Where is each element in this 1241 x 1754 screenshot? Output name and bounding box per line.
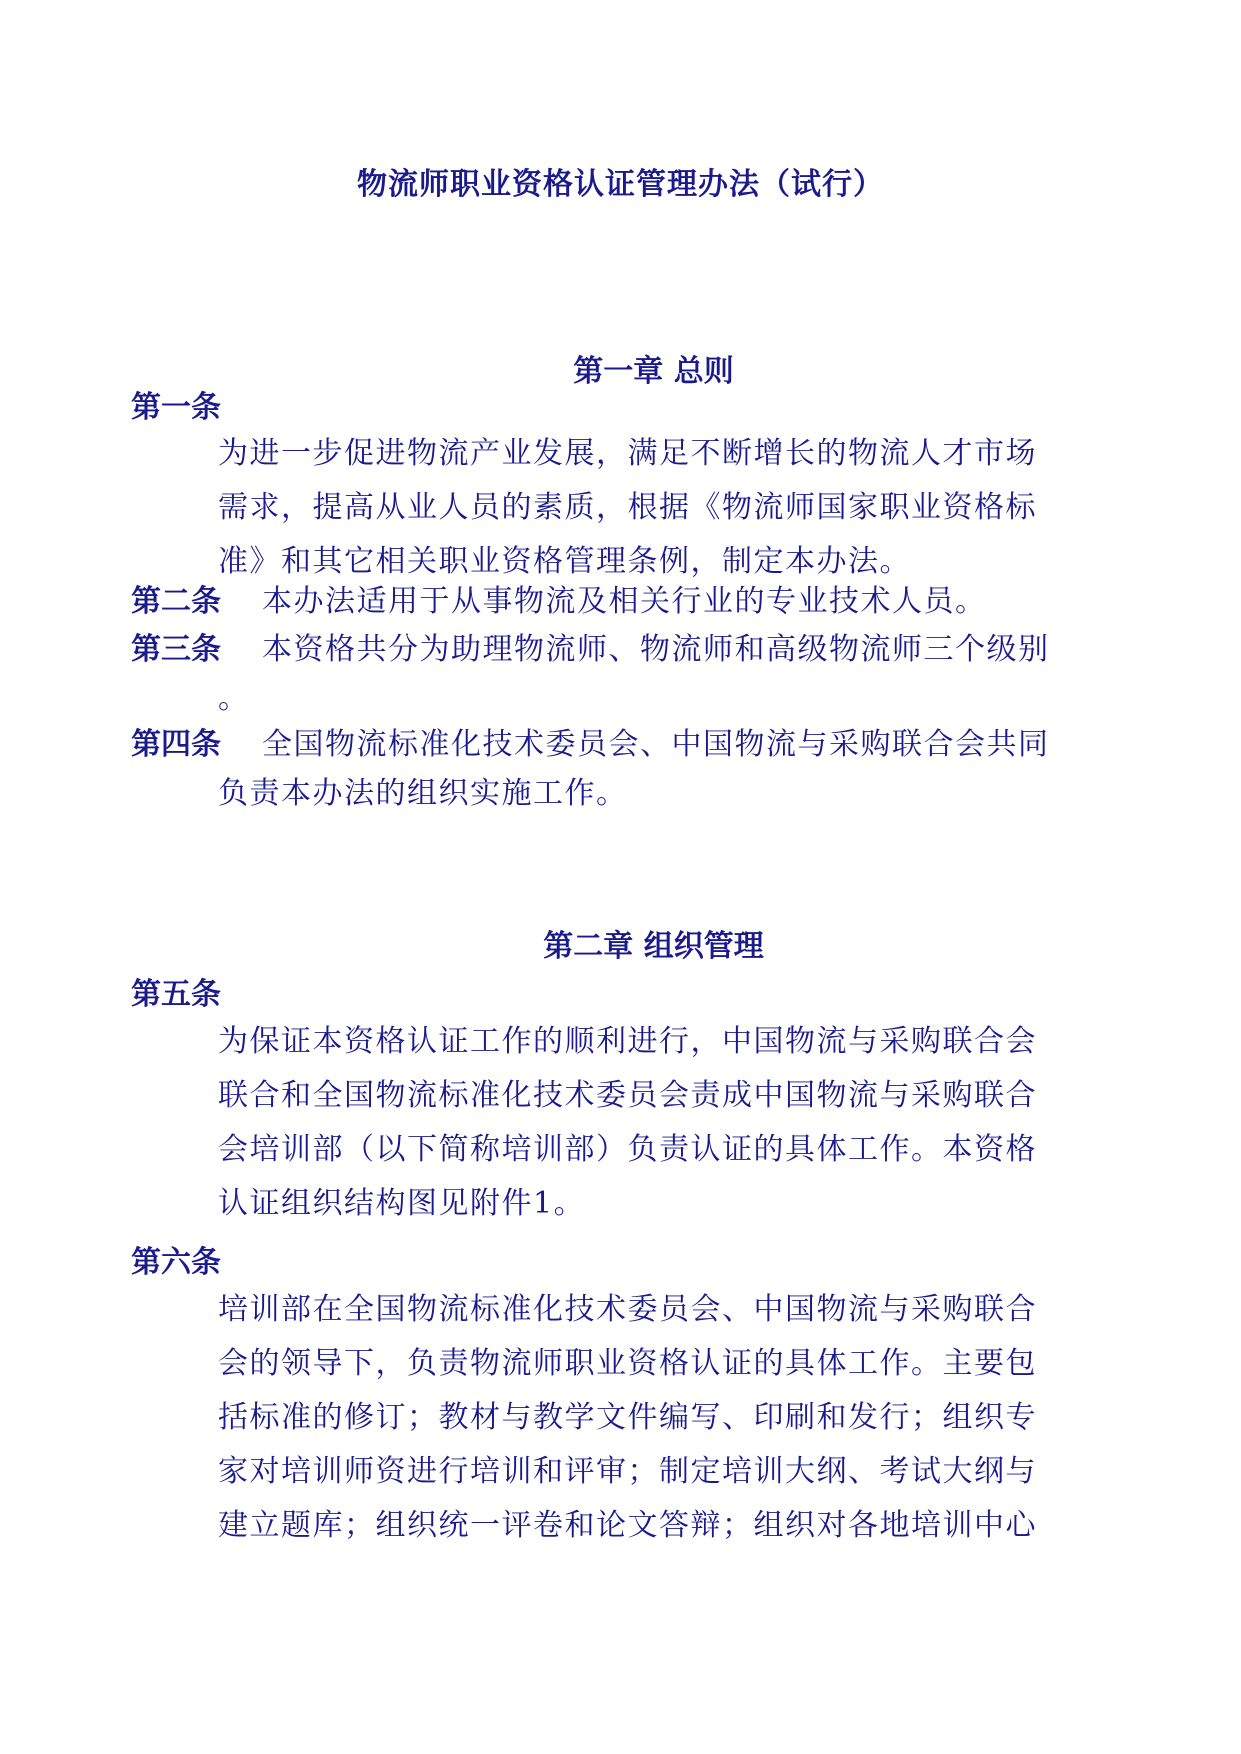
article-6-label: 第六条: [131, 1245, 221, 1280]
article-1-line: 为进一步促进物流产业发展，满足不断增长的物流人才市场: [218, 436, 1037, 471]
article-6-line: 会的领导下，负责物流师职业资格认证的具体工作。主要包: [218, 1346, 1037, 1381]
article-3-label: 第三条: [131, 632, 221, 667]
chapter-heading-1: 第一章 总则: [573, 354, 734, 389]
document-title: 物流师职业资格认证管理办法（试行）: [357, 167, 884, 202]
article-5-line: 联合和全国物流标准化技术委员会责成中国物流与采购联合: [218, 1078, 1037, 1113]
article-2-text: 本办法适用于从事物流及相关行业的专业技术人员。: [262, 584, 987, 619]
chapter-heading-2: 第二章 组织管理: [543, 929, 764, 964]
article-4-continuation: 负责本办法的组织实施工作。: [218, 776, 628, 811]
article-5-line: 会培训部（以下简称培训部）负责认证的具体工作。本资格: [218, 1132, 1037, 1167]
article-4-label: 第四条: [131, 727, 221, 762]
article-6-body: [218, 1283, 1098, 1553]
article-4-text: 全国物流标准化技术委员会、中国物流与采购联合会共同: [262, 727, 1050, 762]
article-5-line: 认证组织结构图见附件1。: [218, 1186, 586, 1221]
article-5-label: 第五条: [131, 977, 221, 1012]
article-2-label: 第二条: [131, 584, 221, 619]
article-5-line: 为保证本资格认证工作的顺利进行，中国物流与采购联合会: [218, 1024, 1037, 1059]
article-1-label: 第一条: [131, 390, 221, 425]
article-1-line: 需求，提高从业人员的素质，根据《物流师国家职业资格标: [218, 490, 1037, 525]
article-5-body: [218, 1015, 1098, 1231]
article-6-line: 括标准的修订；教材与教学文件编写、印刷和发行；组织专: [218, 1400, 1037, 1435]
article-3-text: 本资格共分为助理物流师、物流师和高级物流师三个级别: [262, 632, 1050, 667]
article-6-line: 家对培训师资进行培训和评审；制定培训大纲、考试大纲与: [218, 1454, 1037, 1489]
article-3-continuation: 。: [218, 681, 250, 716]
article-6-line: 建立题库；组织统一评卷和论文答辩；组织对各地培训中心: [218, 1508, 1037, 1543]
article-6-line: 培训部在全国物流标准化技术委员会、中国物流与采购联合: [218, 1292, 1037, 1327]
article-1-body: [218, 427, 1098, 589]
article-1-line: 准》和其它相关职业资格管理条例，制定本办法。: [218, 544, 911, 579]
